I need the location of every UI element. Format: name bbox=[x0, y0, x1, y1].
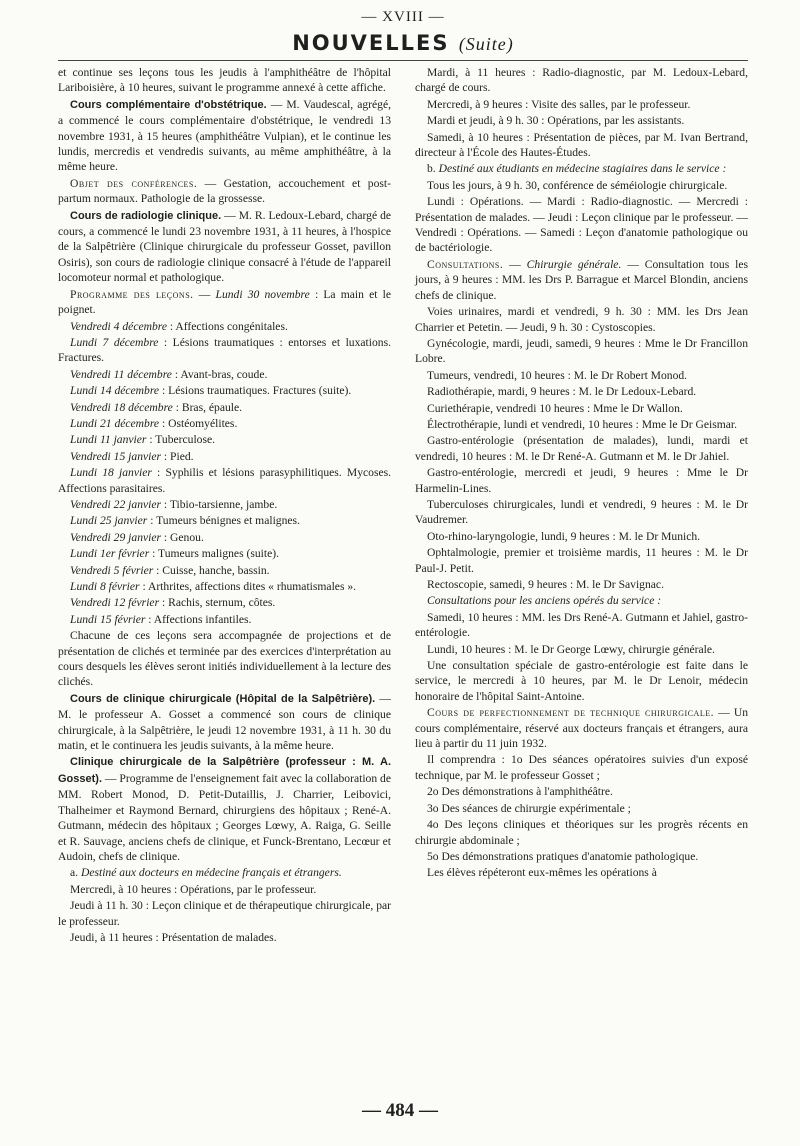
paragraph bbox=[415, 849, 748, 864]
text-run: — Gestation, accouchement et post-partum normaux. Pathologie de la grossesse. bbox=[58, 176, 391, 206]
paragraph bbox=[415, 257, 748, 303]
paragraph bbox=[58, 497, 391, 512]
text-run: : Tuberculose. bbox=[146, 433, 216, 447]
paragraph bbox=[415, 658, 748, 704]
paragraph bbox=[58, 579, 391, 594]
paragraph bbox=[58, 335, 391, 366]
paragraph bbox=[58, 546, 391, 561]
italic-run: Vendredi 29 janvier bbox=[70, 530, 162, 544]
paragraph bbox=[415, 368, 748, 383]
text-run: : Cuisse, hanche, bassin. bbox=[153, 563, 270, 577]
paragraph bbox=[415, 130, 748, 161]
italic-run: Vendredi 11 décembre bbox=[70, 367, 172, 381]
title-rule bbox=[58, 60, 748, 61]
text-run: Jeudi à 11 h. 30 : Leçon clinique et de thérapeutique chirurgicale, par le professeur. bbox=[58, 899, 391, 928]
text-run: : Affections congénitales. bbox=[167, 319, 288, 333]
paragraph bbox=[58, 530, 391, 545]
page-number: — 484 — bbox=[362, 1100, 438, 1121]
paragraph bbox=[415, 529, 748, 544]
italic-run: Lundi 18 janvier bbox=[70, 466, 152, 480]
paragraph bbox=[415, 497, 748, 528]
paragraph bbox=[415, 642, 748, 657]
text-run: : Affections infantiles. bbox=[145, 612, 252, 626]
text-run: — Consultation tous les jours, à 9 heures : MM. les Drs P. Barrague et Marcel Blondin, anciens chefs de clinique. bbox=[415, 257, 749, 302]
paragraph bbox=[415, 705, 748, 751]
roman-page-number: — XVIII — bbox=[361, 9, 445, 25]
text-run: 2o Des démonstrations à l'amphithéâtre. bbox=[427, 785, 613, 799]
text-run: Jeudi, à 11 heures : Présentation de malades. bbox=[70, 930, 277, 944]
paragraph bbox=[415, 178, 748, 193]
italic-run: Lundi 21 décembre bbox=[70, 416, 160, 430]
paragraph bbox=[58, 208, 391, 286]
text-run: Les élèves répéteront eux-mêmes les opérations à bbox=[427, 866, 657, 880]
text-run: Ophtalmologie, premier et troisième mardis, 11 heures : M. le Dr Paul-J. Petit. bbox=[415, 546, 748, 575]
text-run: : Lésions traumatiques : entorses et luxations. Fractures. bbox=[58, 335, 391, 365]
paragraph bbox=[58, 449, 391, 464]
paragraph bbox=[58, 563, 391, 578]
heading-run: Cours complémentaire d'obstétrique. bbox=[70, 98, 267, 111]
italic-run: Lundi 8 février bbox=[70, 580, 140, 593]
paragraph bbox=[58, 416, 391, 431]
paragraph bbox=[58, 383, 391, 398]
text-run: : Genou. bbox=[161, 530, 204, 544]
text-run: : Ostéomyélites. bbox=[159, 416, 238, 430]
paragraph bbox=[415, 384, 748, 399]
text-run: : Bras, épaule. bbox=[172, 400, 243, 414]
paragraph bbox=[58, 898, 391, 929]
paragraph bbox=[415, 545, 748, 576]
paragraph bbox=[415, 752, 748, 783]
text-run: Tuberculoses chirurgicales, lundi et vendredi, 9 heures : M. le Dr Vaudremer. bbox=[415, 497, 748, 527]
text-run: — Un cours complémentaire, réservé aux docteurs français et étrangers, aura lieu à partir du 11 juin 1932. bbox=[415, 706, 748, 751]
text-run: Tous les jours, à 9 h. 30, conférence de séméiologie chirurgicale. bbox=[427, 178, 728, 192]
paragraph bbox=[58, 65, 391, 96]
paragraph bbox=[415, 336, 748, 367]
text-run: : Lésions traumatiques. Fractures (suite). bbox=[159, 384, 352, 398]
paragraph bbox=[58, 97, 391, 175]
italic-run: Vendredi 18 décembre bbox=[70, 400, 173, 414]
paragraph bbox=[415, 433, 748, 464]
paragraph bbox=[415, 304, 748, 335]
italic-run: Vendredi 4 décembre bbox=[70, 319, 168, 333]
italic-run: Lundi 1er février bbox=[70, 547, 150, 561]
paragraph bbox=[415, 865, 748, 880]
text-run: Gastro-entérologie (présentation de malades), lundi, mardi et vendredi, 10 heures : M. le Dr René-A. Gutmann et M. le Dr Jahiel. bbox=[415, 434, 748, 463]
smallcaps-run: Programme des leçons. bbox=[70, 287, 194, 301]
text-run: Mardi et jeudi, à 9 h. 30 : Opérations, par les assistants. bbox=[427, 114, 685, 128]
italic-run: Lundi 25 janvier bbox=[70, 514, 148, 528]
paragraph bbox=[415, 577, 748, 592]
paragraph bbox=[415, 465, 748, 496]
italic-run: Lundi 30 novembre bbox=[215, 287, 310, 301]
paragraph bbox=[58, 400, 391, 415]
left-column bbox=[58, 65, 391, 946]
paragraph bbox=[58, 754, 391, 864]
smallcaps-run: Consultations. bbox=[427, 257, 504, 271]
paragraph bbox=[415, 784, 748, 799]
italic-run: Vendredi 15 janvier bbox=[70, 449, 162, 463]
right-column bbox=[415, 65, 748, 946]
section-title-suffix: (Suite) bbox=[458, 34, 514, 54]
paragraph bbox=[58, 432, 391, 447]
text-run: Oto-rhino-laryngologie, lundi, 9 heures : M. le Dr Munich. bbox=[427, 529, 701, 543]
text-run: 5o Des démonstrations pratiques d'anatomie pathologique. bbox=[427, 849, 699, 863]
text-run: — M. le professeur A. Gosset a commencé son cours de clinique chirurgicale, à la Salpêtrière, le jeudi 12 novembre 1931, à 11 h. 30 du matin, et le continuera les jeudis suivants, à la même heure. bbox=[58, 691, 391, 753]
paragraph bbox=[415, 593, 748, 608]
paragraph bbox=[58, 287, 391, 318]
paragraph bbox=[58, 930, 391, 945]
italic-run: Destiné aux docteurs en médecine français et étrangers. bbox=[80, 866, 342, 880]
text-run: : Arthrites, affections dites « rhumatismales ». bbox=[139, 580, 357, 593]
text-run: : Pied. bbox=[161, 449, 194, 463]
paragraph bbox=[58, 319, 391, 334]
italic-run: Lundi 15 février bbox=[70, 612, 146, 626]
paragraph bbox=[415, 610, 748, 641]
heading-run: Cours de radiologie clinique. bbox=[70, 209, 222, 222]
text-run: Samedi, 10 heures : MM. les Drs René-A. Gutmann et Jahiel, gastro-entérologie. bbox=[415, 610, 748, 640]
text-run: a. bbox=[70, 866, 81, 880]
paragraph bbox=[415, 801, 748, 816]
italic-run: Destiné aux étudiants en médecine stagiaires dans le service : bbox=[438, 162, 727, 176]
paragraph bbox=[58, 465, 391, 496]
two-column-body bbox=[58, 65, 748, 946]
text-run: — M. R. Ledoux-Lebard, chargé de cours, a commencé le lundi 23 novembre 1931, à 11 heures, à l'hospice de la Salpêtrière (Clinique chirurgicale du professeur Gosset, pavillon Osiris), son cours de radiologie clinique consacré à l'étude de l'appareil locomoteur normal et pathologique. bbox=[58, 208, 392, 285]
text-run: 3o Des séances de chirurgie expérimentale ; bbox=[427, 801, 631, 815]
italic-run: Consultations pour les anciens opérés du service : bbox=[427, 594, 662, 608]
text-run: : Avant-bras, coude. bbox=[171, 367, 268, 381]
paragraph bbox=[58, 882, 391, 897]
paragraph bbox=[58, 513, 391, 528]
text-run: Voies urinaires, mardi et vendredi, 9 h. 30 : MM. les Drs Jean Charrier et Petetin. — Jeudi, 9 h. 30 : Cystoscopies. bbox=[415, 305, 748, 334]
italic-run: Chirurgie générale. bbox=[526, 257, 622, 271]
paragraph bbox=[415, 417, 748, 432]
paragraph bbox=[415, 65, 748, 96]
text-run: Gastro-entérologie, mercredi et jeudi, 9 heures : Mme le Dr Harmelin-Lines. bbox=[415, 466, 748, 495]
paragraph bbox=[58, 595, 391, 610]
italic-run: Vendredi 22 janvier bbox=[70, 497, 162, 511]
text-run: Mardi, à 11 heures : Radio-diagnostic, par M. Ledoux-Lebard, chargé de cours. bbox=[415, 66, 748, 95]
text-run: : Syphilis et lésions parasyphilitiques. Mycoses. Affections parasitaires. bbox=[58, 466, 392, 495]
text-run: : Tumeurs bénignes et malignes. bbox=[147, 514, 300, 528]
heading-run: Clinique chirurgicale de la Salpêtrière (professeur : M. A. Gosset). bbox=[58, 756, 391, 785]
section-title bbox=[58, 28, 748, 58]
paragraph bbox=[415, 161, 748, 176]
text-run: — bbox=[193, 287, 216, 301]
paragraph bbox=[415, 97, 748, 112]
smallcaps-run: Objet des conférences. bbox=[70, 176, 198, 190]
paragraph bbox=[58, 176, 391, 207]
text-run: Électrothérapie, lundi et vendredi, 10 heures : Mme le Dr Geismar. bbox=[427, 417, 738, 431]
text-run: Gynécologie, mardi, jeudi, samedi, 9 heures : Mme le Dr Francillon Lobre. bbox=[415, 336, 748, 366]
smallcaps-run: Cours de perfectionnement de technique chirurgicale. bbox=[427, 706, 714, 720]
paragraph bbox=[415, 194, 748, 256]
italic-run: Vendredi 12 février bbox=[70, 596, 160, 610]
text-run: b. bbox=[427, 162, 439, 176]
text-run: Il comprendra : 1o Des séances opératoires suivies d'un exposé technique, par M. le professeur Gosset ; bbox=[415, 753, 748, 782]
paragraph bbox=[58, 691, 391, 754]
italic-run: Lundi 14 décembre bbox=[70, 384, 160, 398]
paragraph bbox=[415, 401, 748, 416]
text-run: Mercredi, à 10 heures : Opérations, par le professeur. bbox=[70, 882, 317, 896]
text-run: Curiethérapie, vendredi 10 heures : Mme le Dr Wallon. bbox=[427, 401, 683, 415]
text-run: Radiothérapie, mardi, 9 heures : M. le Dr Ledoux-Lebard. bbox=[427, 385, 697, 399]
text-run: Lundi, 10 heures : M. le Dr George Lœwy, chirurgie générale. bbox=[427, 642, 715, 656]
heading-run: Cours de clinique chirurgicale (Hôpital de la Salpêtrière). bbox=[70, 692, 376, 705]
text-run: Une consultation spéciale de gastro-entérologie est faite dans le service, le mercredi à 10 heures, par M. le Dr Lenoir, médecin honoraire de l'hôpital Saint-Antoine. bbox=[415, 659, 748, 703]
italic-run: Lundi 11 janvier bbox=[70, 433, 147, 447]
text-run: : Tumeurs malignes (suite). bbox=[149, 547, 280, 561]
text-run: Tumeurs, vendredi, 10 heures : M. le Dr Robert Monod. bbox=[427, 368, 688, 382]
text-run: : Tibio-tarsienne, jambe. bbox=[161, 497, 278, 511]
text-run: — Programme de l'enseignement fait avec la collaboration de MM. Robert Monod, D. Petit-Dutaillis, J. Charrier, Leibovici, Thalheimer et Raymond Bernard, chirurgiens des hôpitaux ; René-A. Gutmann, médecin des hôpitaux ; Georges Lœwy, A. Raiga, G. Seille et R. Sauvage, anciens chefs de clinique, et Funck-Brentano, Lecœur et Audoin, chefs de clinique. bbox=[58, 771, 391, 863]
italic-run: Vendredi 5 février bbox=[70, 563, 154, 577]
text-run: Chacune de ces leçons sera accompagnée de projections et de présentation de clichés et terminée par des exercices d'interprétation au cours desquels les élèves seront initiés individuellement à la lecture des clichés. bbox=[58, 629, 391, 689]
paragraph bbox=[58, 628, 391, 690]
text-run: — bbox=[503, 257, 527, 271]
text-run: Lundi : Opérations. — Mardi : Radio-diagnostic. — Mercredi : Présentation de malades. — Jeudi : Leçon clinique par le professeur. — Vendredi : Opérations. — Samedi : Leçon d'anatomie pathologique ou de bactériologie. bbox=[415, 195, 748, 255]
section-title-text: NOUVELLES bbox=[292, 31, 450, 55]
paragraph bbox=[58, 865, 391, 880]
paragraph bbox=[58, 367, 391, 382]
italic-run: Lundi 7 décembre bbox=[70, 335, 159, 349]
text-run: : La main et le poignet. bbox=[58, 287, 392, 317]
text-run: Rectoscopie, samedi, 9 heures : M. le Dr Savignac. bbox=[427, 578, 664, 591]
text-run: — M. Vaudescal, agrégé, a commencé le cours complémentaire d'obstétrique, le vendredi 13 novembre 1931, à 15 heures (amphithéâtre Vulpian), et le continue les lundis, mercredis et vendredis suivants, au même amphithéâtre, à la même heure. bbox=[58, 97, 391, 174]
paragraph bbox=[415, 817, 748, 848]
text-run: Mercredi, à 9 heures : Visite des salles, par le professeur. bbox=[427, 97, 691, 111]
paragraph bbox=[415, 113, 748, 128]
paragraph bbox=[58, 612, 391, 627]
text-run: et continue ses leçons tous les jeudis à l'amphithéâtre de l'hôpital Lariboisière, à 10 heures, suivant le programme annexé à cette affiche. bbox=[58, 66, 391, 95]
text-run: Samedi, à 10 heures : Présentation de pièces, par M. Ivan Bertrand, directeur à l'École des Hautes-Études. bbox=[415, 130, 748, 160]
text-run: : Rachis, sternum, côtes. bbox=[159, 596, 276, 610]
text-run: 4o Des leçons cliniques et théoriques sur les progrès récents en chirurgie abdominale ; bbox=[415, 818, 748, 847]
